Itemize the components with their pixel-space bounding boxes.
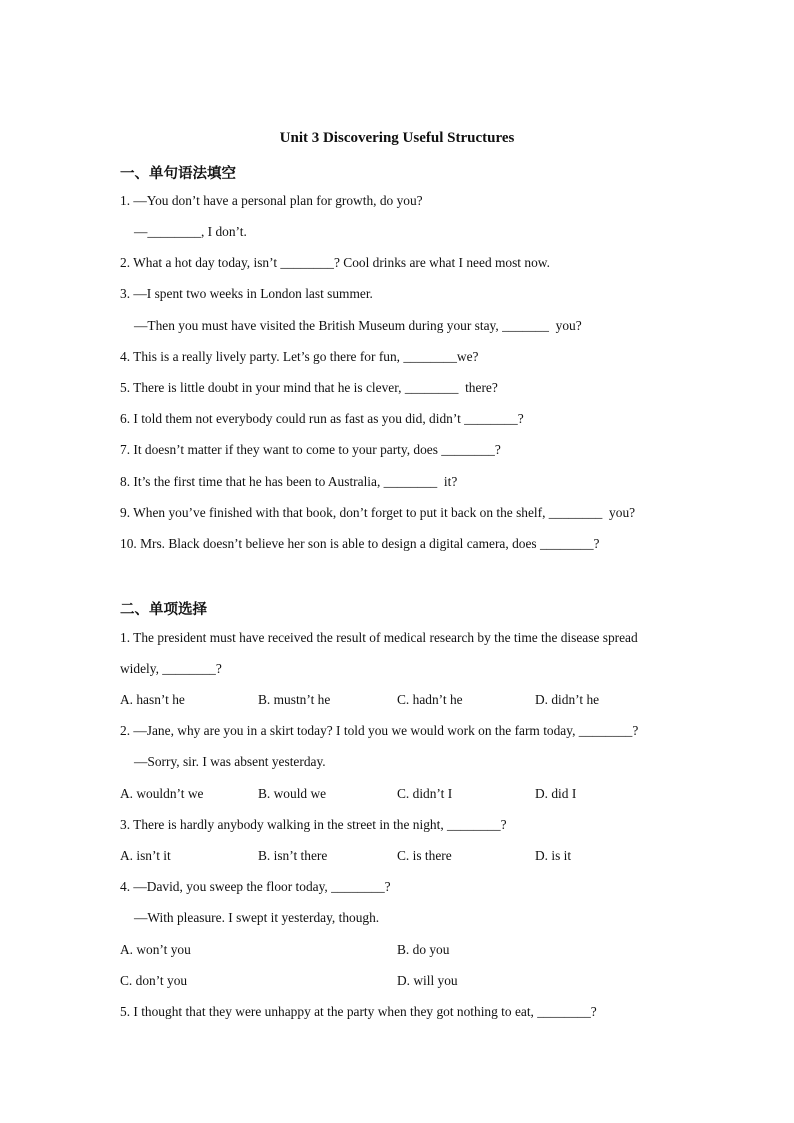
s2-question-4a: 4. —David, you sweep the floor today, ________? [120,879,391,894]
s1-question-8: 8. It’s the first time that he has been to Australia, ________ it? [120,474,458,489]
s2-q1-option-b: B. mustn’t he [258,692,331,707]
s1-question-7: 7. It doesn’t matter if they want to come to your party, does ________? [120,442,501,457]
s2-q3-option-b: B. isn’t there [258,848,328,863]
s2-question-2a: 2. —Jane, why are you in a skirt today? I told you we would work on the farm today, ________? [120,723,639,738]
s1-question-4: 4. This is a really lively party. Let’s go there for fun, ________we? [120,349,479,364]
s2-q3-option-d: D. is it [535,848,572,863]
s1-question-9: 9. When you’ve finished with that book, don’t forget to put it back on the shelf, ________ you? [120,505,636,520]
s2-q2-option-d: D. did I [535,786,577,801]
page-title: Unit 3 Discovering Useful Structures [279,130,515,146]
section-heading-grammar-fill: 一、单句语法填空 [120,166,236,182]
s2-q1-option-c: C. hadn’t he [397,692,463,707]
s2-q4-option-b: B. do you [397,942,450,957]
s2-q4-option-c: C. don’t you [120,973,188,988]
section-heading-multiple-choice: 二、单项选择 [120,602,207,618]
s2-q2-option-b: B. would we [258,786,327,801]
s1-question-1b: —________, I don’t. [134,224,247,239]
s1-question-2: 2. What a hot day today, isn’t ________? Cool drinks are what I need most now. [120,255,550,270]
s2-q1-option-a: A. hasn’t he [120,692,185,707]
s2-question-2b: —Sorry, sir. I was absent yesterday. [134,754,326,769]
s1-question-10: 10. Mrs. Black doesn’t believe her son is able to design a digital camera, does ________? [120,536,600,551]
s2-q1-option-d: D. didn’t he [535,692,600,707]
s2-q4-option-d: D. will you [397,973,458,988]
s1-question-3a: 3. —I spent two weeks in London last summer. [120,286,373,301]
s1-question-6: 6. I told them not everybody could run as fast as you did, didn’t ________? [120,411,524,426]
s2-q2-option-c: C. didn’t I [397,786,453,801]
s2-q3-option-a: A. isn’t it [120,848,171,863]
s2-q2-option-a: A. wouldn’t we [120,786,204,801]
s2-question-1b: widely, ________? [120,661,222,676]
s1-question-5: 5. There is little doubt in your mind that he is clever, ________ there? [120,380,498,395]
s2-question-4b: —With pleasure. I swept it yesterday, though. [134,910,380,925]
s1-question-1a: 1. —You don’t have a personal plan for growth, do you? [120,193,423,208]
s2-q3-option-c: C. is there [397,848,452,863]
s1-question-3b: —Then you must have visited the British Museum during your stay, _______ you? [134,318,582,333]
s2-question-1a: 1. The president must have received the result of medical research by the time the disease spread [120,630,638,645]
s2-question-5: 5. I thought that they were unhappy at the party when they got nothing to eat, ________? [120,1004,597,1019]
s2-question-3: 3. There is hardly anybody walking in the street in the night, ________? [120,817,507,832]
s2-q4-option-a: A. won’t you [120,942,191,957]
